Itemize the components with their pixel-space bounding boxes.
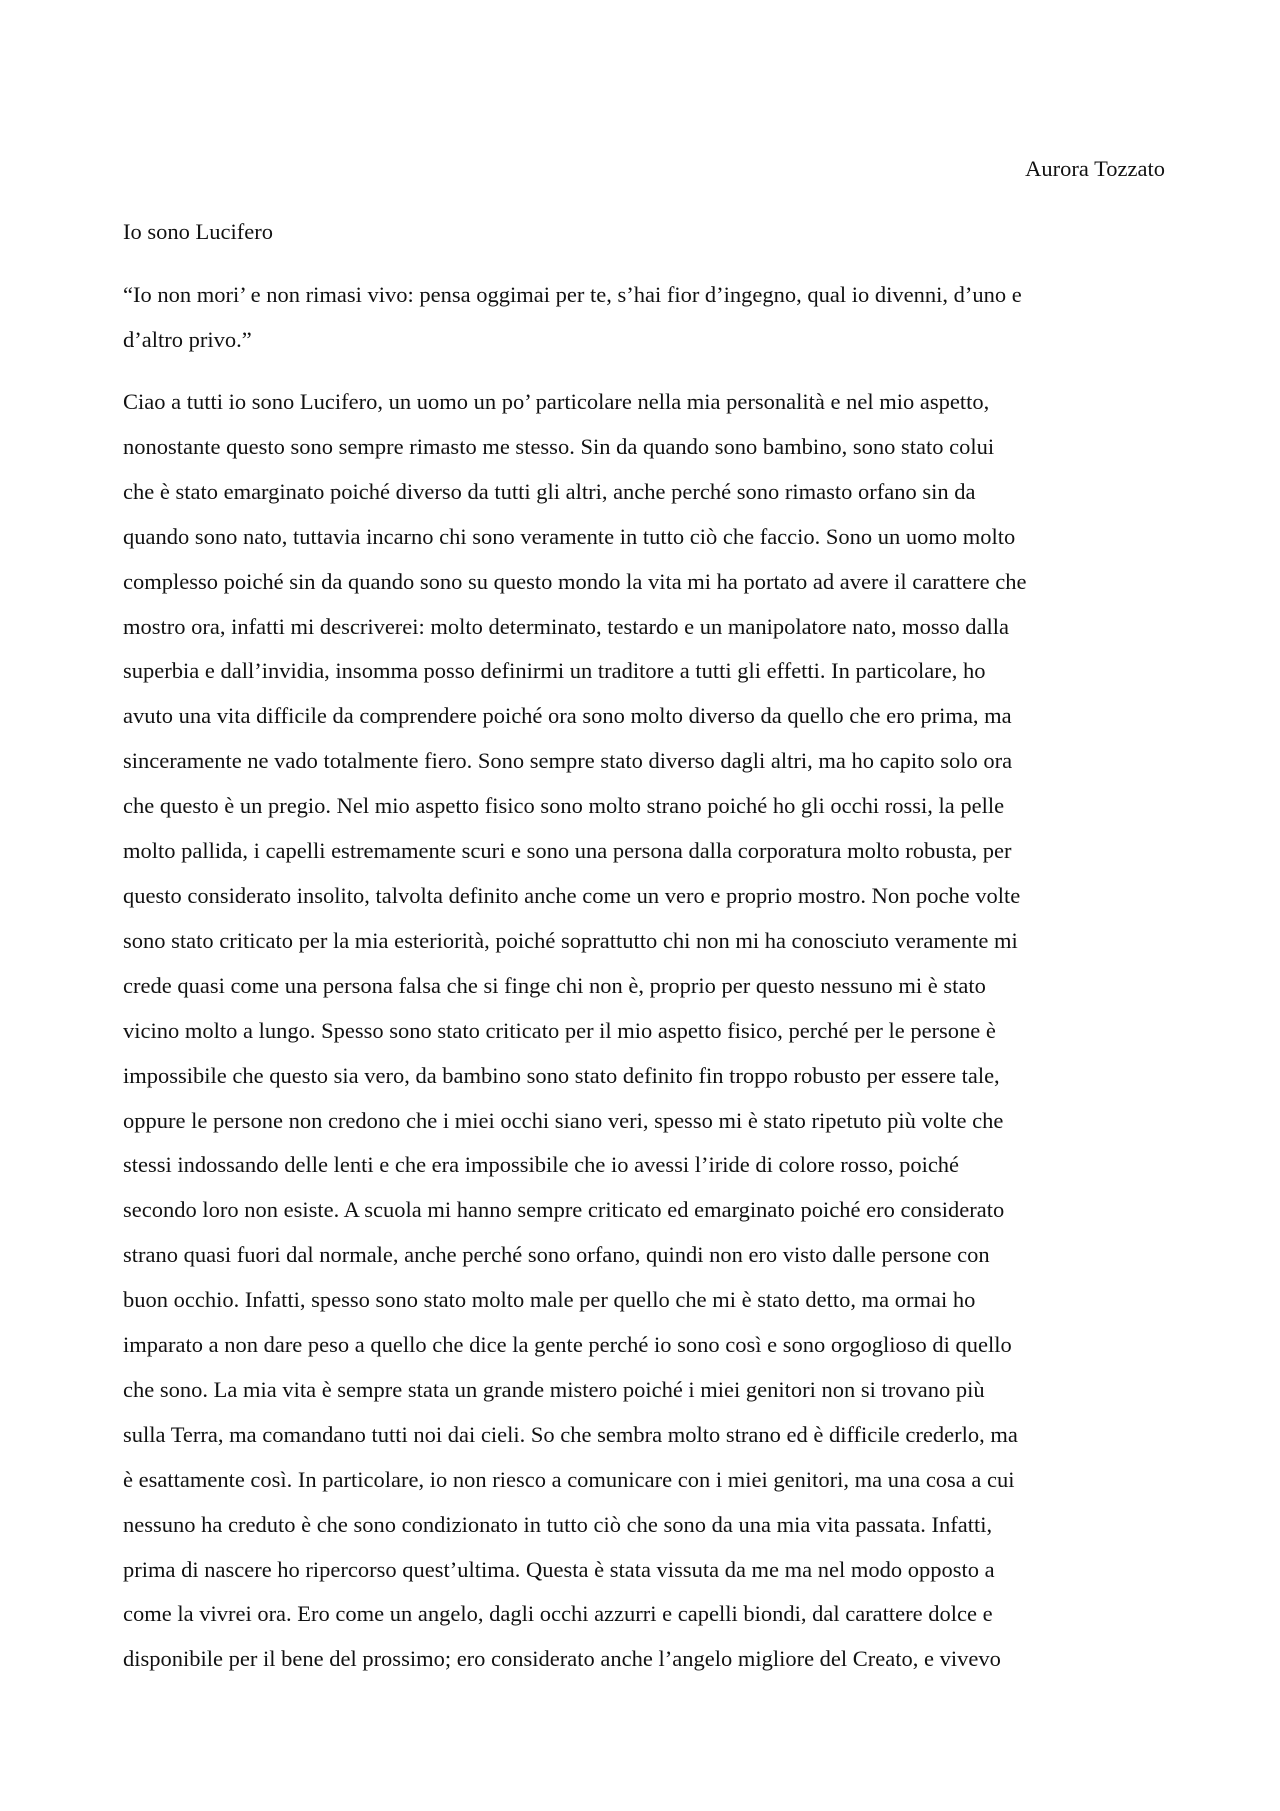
paragraph-line: molto pallida, i capelli estremamente scuri e sono una persona dalla corporatura molto robusta, per [123,838,1012,864]
paragraph-line: nonostante questo sono sempre rimasto me stesso. Sin da quando sono bambino, sono stato colui [123,433,995,459]
paragraph-line: secondo loro non esiste. A scuola mi hanno sempre criticato ed emarginato poiché ero considerato [123,1197,1005,1223]
paragraph-line: Ciao a tutti io sono Lucifero, un uomo un po’ particolare nella mia personalità e nel mio aspetto, [123,389,990,414]
paragraph-line: mostro ora, infatti mi descriverei: molto determinato, testardo e un manipolatore nato, mosso dalla [123,613,1010,639]
document-title: Io sono Lucifero [123,219,273,244]
paragraph-line: sinceramente ne vado totalmente fiero. Sono sempre stato diverso dagli altri, ma ho capito solo ora [123,748,1013,774]
paragraph-line: che questo è un pregio. Nel mio aspetto fisico sono molto strano poiché ho gli occhi rossi, la pelle [123,793,1005,819]
paragraph-line: nessuno ha creduto è che sono condizionato in tutto ciò che sono da una mia vita passata. Infatti, [123,1511,993,1537]
paragraph-line: buon occhio. Infatti, spesso sono stato molto male per quello che mi è stato detto, ma ormai ho [123,1287,976,1313]
quote-line: “Io non mori’ e non rimasi vivo: pensa oggimai per te, s’hai fior d’ingegno, qual io divenni, d’uno e [123,282,1022,307]
paragraph-line: avuto una vita difficile da comprendere poiché ora sono molto diverso da quello che ero prima, ma [123,703,1012,729]
paragraph-line: imparato a non dare peso a quello che dice la gente perché io sono così e sono orgoglioso di quello [123,1332,1012,1358]
paragraph-line: prima di nascere ho ripercorso quest’ultima. Questa è stata vissuta da me ma nel modo opposto a [123,1556,995,1582]
paragraph-line: superbia e dall’invidia, insomma posso definirmi un traditore a tutti gli effetti. In particolare, ho [123,658,986,684]
epigraph-quote [123,273,1022,362]
paragraph-line: impossibile che questo sia vero, da bambino sono stato definito fin troppo robusto per essere tale, [123,1062,1000,1088]
quote-line: d’altro privo.” [123,326,252,352]
paragraph-line: sulla Terra, ma comandano tutti noi dai cieli. So che sembra molto strano ed è difficile crederlo, ma [123,1421,1018,1447]
paragraph-line: oppure le persone non credono che i miei occhi siano veri, spesso mi è stato ripetuto più volte che [123,1107,1004,1133]
paragraph-line: che è stato emarginato poiché diverso da tutti gli altri, anche perché sono rimasto orfano sin da [123,478,976,504]
paragraph-line: disponibile per il bene del prossimo; ero considerato anche l’angelo migliore del Creato, e vivevo [123,1646,1001,1672]
paragraph-line: vicino molto a lungo. Spesso sono stato criticato per il mio aspetto fisico, perché per le persone è [123,1017,996,1043]
body-paragraph [123,380,1026,1682]
paragraph-line: è esattamente così. In particolare, io non riesco a comunicare con i miei genitori, ma una cosa a cui [123,1466,1015,1492]
paragraph-line: questo considerato insolito, talvolta definito anche come un vero e proprio mostro. Non poche volte [123,882,1021,908]
paragraph-line: quando sono nato, tuttavia incarno chi sono veramente in tutto ciò che faccio. Sono un uomo molto [123,523,1016,549]
author-name: Aurora Tozzato [1025,156,1165,181]
paragraph-line: che sono. La mia vita è sempre stata un grande mistero poiché i miei genitori non si trovano più [123,1376,985,1402]
paragraph-line: crede quasi come una persona falsa che si finge chi non è, proprio per questo nessuno mi è stato [123,972,986,998]
paragraph-line: stessi indossando delle lenti e che era impossibile che io avessi l’iride di colore rosso, poiché [123,1152,960,1178]
paragraph-line: strano quasi fuori dal normale, anche perché sono orfano, quindi non ero visto dalle persone con [123,1242,990,1268]
paragraph-line: complesso poiché sin da quando sono su questo mondo la vita mi ha portato ad avere il carattere che [123,568,1027,594]
paragraph-line: sono stato criticato per la mia esteriorità, poiché soprattutto chi non mi ha conosciuto veramente mi [123,927,1018,953]
paragraph-line: come la vivrei ora. Ero come un angelo, dagli occhi azzurri e capelli biondi, dal carattere dolce e [123,1601,993,1627]
